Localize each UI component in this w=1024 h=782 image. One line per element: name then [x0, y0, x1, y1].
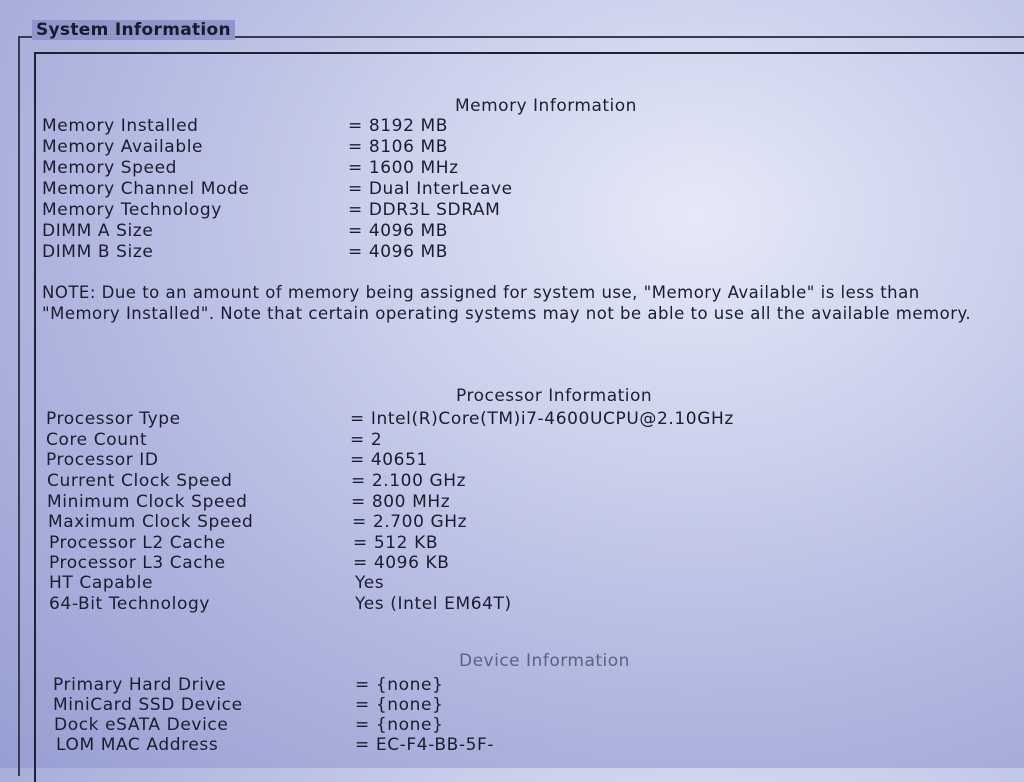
row-value: = Intel(R)Core(TM)i7-4600UCPU@2.10GHz	[350, 409, 734, 429]
row-label: Memory Technology	[42, 200, 222, 220]
info-row	[49, 553, 999, 574]
info-row	[53, 695, 1003, 716]
info-row	[42, 242, 992, 263]
row-label: Processor Type	[46, 409, 181, 429]
row-label: Current Clock Speed	[47, 471, 233, 491]
row-value: = 1600 MHz	[348, 158, 459, 178]
device-section-title: Device Information	[459, 651, 630, 671]
row-label: DIMM B Size	[42, 242, 154, 262]
info-row	[54, 715, 1004, 736]
row-value: = 4096 MB	[348, 242, 449, 262]
row-value: = 4096 MB	[348, 221, 449, 241]
row-label: DIMM A Size	[42, 221, 154, 241]
row-label: Processor L2 Cache	[49, 533, 226, 553]
mac-address-visible: = EC-F4-BB-5F-	[355, 735, 494, 755]
info-row	[42, 179, 992, 200]
group-box-title: System Information	[32, 20, 235, 40]
row-value: = 2.100 GHz	[351, 471, 467, 491]
mac-address-obscured: B8-F0	[493, 735, 546, 755]
row-label: Maximum Clock Speed	[48, 512, 254, 532]
row-label: Core Count	[46, 430, 148, 450]
info-row	[56, 735, 1006, 756]
row-value	[355, 735, 546, 755]
row-value: = {none}	[355, 695, 444, 715]
row-value: Yes	[355, 573, 385, 593]
row-label: Processor L3 Cache	[49, 553, 226, 573]
row-label: Primary Hard Drive	[53, 675, 227, 695]
memory-note: NOTE: Due to an amount of memory being assigned for system use, "Memory Available" is less than "Memory Installed". Note that certain operating systems may not be able to use all the available memory.	[42, 283, 972, 323]
row-value: = {none}	[355, 715, 444, 735]
row-label: Minimum Clock Speed	[47, 492, 248, 512]
row-value: = Dual InterLeave	[348, 179, 513, 199]
info-row	[49, 573, 999, 594]
row-label: Memory Speed	[42, 158, 178, 178]
row-value: = 40651	[350, 450, 428, 470]
info-row	[47, 471, 997, 492]
row-label: MiniCard SSD Device	[53, 695, 243, 715]
row-value: = 8106 MB	[348, 137, 449, 157]
row-value: = 2.700 GHz	[352, 512, 468, 532]
memory-section-title: Memory Information	[455, 96, 637, 116]
processor-section-title: Processor Information	[456, 386, 653, 406]
info-row	[49, 594, 999, 615]
info-row	[42, 116, 992, 137]
row-label: Memory Installed	[42, 116, 199, 136]
row-label: 64-Bit Technology	[49, 594, 211, 614]
row-label: Processor ID	[46, 450, 159, 470]
info-row	[47, 492, 997, 513]
row-label: HT Capable	[49, 573, 154, 593]
info-row	[42, 221, 992, 242]
info-row	[42, 158, 992, 179]
info-row	[42, 137, 992, 158]
row-label: Dock eSATA Device	[54, 715, 229, 735]
info-row	[46, 409, 996, 430]
row-label: Memory Available	[42, 137, 204, 157]
info-row	[53, 675, 1003, 696]
info-row	[42, 200, 992, 221]
info-row	[48, 512, 998, 533]
row-label: Memory Channel Mode	[42, 179, 250, 199]
row-value: = 8192 MB	[348, 116, 449, 136]
row-value: = 2	[350, 430, 383, 450]
info-row	[46, 450, 996, 471]
row-label: LOM MAC Address	[56, 735, 219, 755]
row-value: = {none}	[355, 675, 444, 695]
row-value: Yes (Intel EM64T)	[355, 594, 512, 614]
info-row	[49, 533, 999, 554]
row-value: = DDR3L SDRAM	[348, 200, 501, 220]
row-value: = 4096 KB	[353, 553, 450, 573]
info-row	[46, 430, 996, 451]
row-value: = 512 KB	[353, 533, 439, 553]
row-value: = 800 MHz	[351, 492, 451, 512]
